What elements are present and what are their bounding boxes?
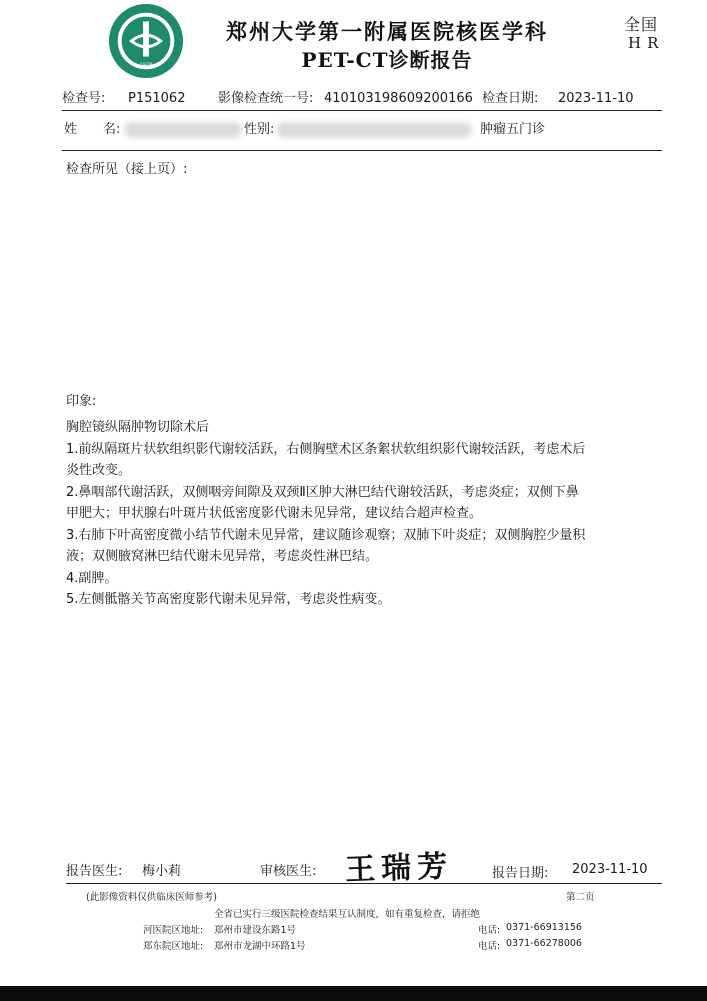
- reporter-name: 梅小莉: [142, 864, 182, 879]
- clinic-value: 肿瘤五门诊: [480, 122, 546, 137]
- report-date-label: 报告日期:: [492, 866, 549, 881]
- image-id: 410103198609200166: [324, 91, 473, 106]
- patient-info-row: [62, 120, 662, 140]
- header-divider: [62, 110, 662, 111]
- exam-no: P151062: [128, 91, 186, 106]
- findings-label: 检查所见（接上页）:: [66, 162, 188, 177]
- footer-note: (此影像资料仅供临床医师参考): [86, 892, 217, 903]
- campus1-address: 郑州市建设东路1号: [214, 925, 297, 936]
- report-title: PET-CT诊断报告: [301, 48, 473, 72]
- gender-label: 性别:: [244, 122, 275, 137]
- footer-divider: [66, 883, 662, 884]
- campus2-label: 郑东院区地址:: [143, 941, 204, 952]
- reporter-label: 报告医生:: [66, 864, 123, 879]
- mutual-recognition-notice: 全省已实行三级医院检查结果互认制度，如有重复检查，请拒绝: [214, 909, 481, 920]
- impression-line: 2.鼻咽部代谢活跃，双侧咽旁间隙及双颈Ⅱ区肿大淋巴结代谢较活跃，考虑炎症；双侧下鼻: [66, 484, 579, 500]
- redacted-name: [124, 122, 242, 138]
- impression-text: [66, 417, 656, 611]
- campus2-phone-label: 电话:: [478, 941, 501, 952]
- bottom-edge-bar: [0, 986, 707, 1001]
- report-date: 2023-11-10: [572, 862, 648, 877]
- impression-line: 4.副脾。: [66, 570, 118, 586]
- exam-date: 2023-11-10: [558, 91, 634, 106]
- impression-line: 5.左侧骶髂关节高密度影代谢未见异常，考虑炎性病变。: [66, 592, 391, 607]
- campus1-label: 河医院区地址:: [143, 925, 204, 936]
- impression-line: 甲肥大；甲状腺右叶斑片状低密度影代谢未见异常，建议结合超声检查。: [66, 506, 483, 521]
- hospital-name: 郑州大学第一附属医院核医学科: [226, 19, 548, 44]
- impression-line: 炎性改变。: [66, 463, 132, 478]
- redacted-details: [276, 122, 472, 138]
- impression-label: 印象:: [66, 394, 97, 409]
- impression-line: 3.右肺下叶高密度微小结节代谢未见异常，建议随诊观察；双肺下叶炎症；双侧胸腔少量积: [66, 527, 586, 543]
- patient-divider: [62, 150, 662, 151]
- impression-line: 胸腔镜纵隔肿物切除术后: [66, 420, 210, 435]
- campus1-phone-label: 电话:: [478, 925, 501, 936]
- name-label: 姓 名:: [64, 122, 121, 137]
- campus1-phone: 0371-66913156: [506, 922, 582, 933]
- corner-mark-line1: 全国: [624, 15, 659, 34]
- logo-year: 1928: [139, 62, 153, 69]
- campus2-address: 郑州市龙湖中环路1号: [214, 941, 306, 952]
- hospital-logo: [107, 2, 185, 80]
- impression-line: 1.前纵隔斑片状软组织影代谢较活跃，右侧胸壁术区条絮状软组织影代谢较活跃，考虑术后: [66, 441, 586, 457]
- corner-mark-line2: HR: [628, 34, 665, 52]
- reviewer-signature: 王瑞芳: [344, 849, 454, 888]
- impression-line: 液；双侧腋窝淋巴结代谢未见异常，考虑炎性淋巴结。: [66, 549, 379, 564]
- exam-no-label: 检查号:: [62, 91, 106, 106]
- image-id-label: 影像检查统一号:: [218, 91, 314, 106]
- campus2-phone: 0371-66278006: [506, 938, 582, 949]
- exam-info-row: [62, 89, 662, 109]
- reviewer-label: 审核医生:: [260, 864, 317, 879]
- page-number: 第二页: [566, 892, 595, 903]
- exam-date-label: 检查日期:: [482, 91, 539, 106]
